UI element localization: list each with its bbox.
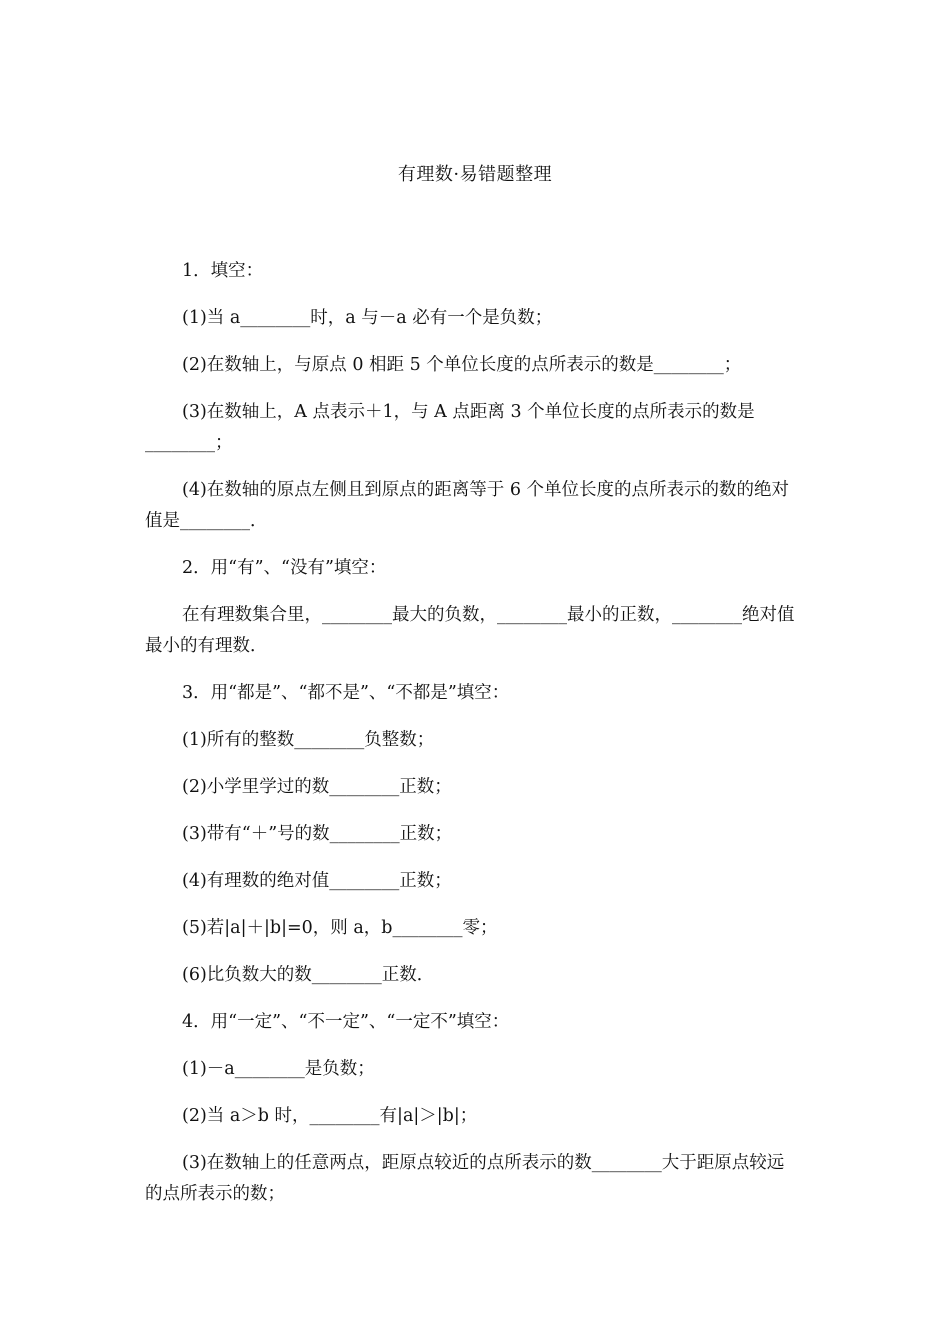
section-1-heading: 1．填空： (182, 261, 264, 281)
question-3-3: (3)带有“＋”号的数________正数； (182, 824, 453, 844)
question-1-2: (2)在数轴上，与原点 0 相距 5 个单位长度的点所表示的数是________； (182, 355, 742, 375)
question-1-1: (1)当 a________时，a 与－a 必有一个是负数； (182, 308, 553, 328)
question-1-4: (4)在数轴的原点左侧且到原点的距离等于 6 个单位长度的点所表示的数的绝对值是________． (145, 480, 790, 531)
question-4-1: (1)－a________是负数； (182, 1059, 375, 1079)
question-3-5: (5)若|a|＋|b|=0，则 a，b________零； (182, 918, 498, 938)
question-3-1: (1)所有的整数________负整数； (182, 730, 435, 750)
section-3-heading: 3．用“都是”、“都不是”、“不都是”填空： (182, 683, 510, 703)
section-2-heading: 2．用“有”、“没有”填空： (182, 558, 387, 578)
question-3-2: (2)小学里学过的数________正数； (182, 777, 452, 797)
question-3-6: (6)比负数大的数________正数． (182, 965, 435, 985)
section-4-heading: 4．用“一定”、“不一定”、“一定不”填空： (182, 1012, 510, 1032)
document-body (145, 256, 800, 1226)
question-4-3: (3)在数轴上的任意两点，距原点较近的点所表示的数________大于距原点较远的点所表示的数； (145, 1153, 785, 1204)
question-2-1: 在有理数集合里，________最大的负数，________最小的正数，________绝对值最小的有理数． (145, 605, 795, 656)
document-title: 有理数·易错题整理 (397, 164, 553, 185)
question-3-4: (4)有理数的绝对值________正数； (182, 871, 452, 891)
question-4-2: (2)当 a＞b 时，________有|a|＞|b|； (182, 1106, 478, 1126)
question-1-3: (3)在数轴上，A 点表示＋1，与 A 点距离 3 个单位长度的点所表示的数是________； (145, 402, 755, 453)
